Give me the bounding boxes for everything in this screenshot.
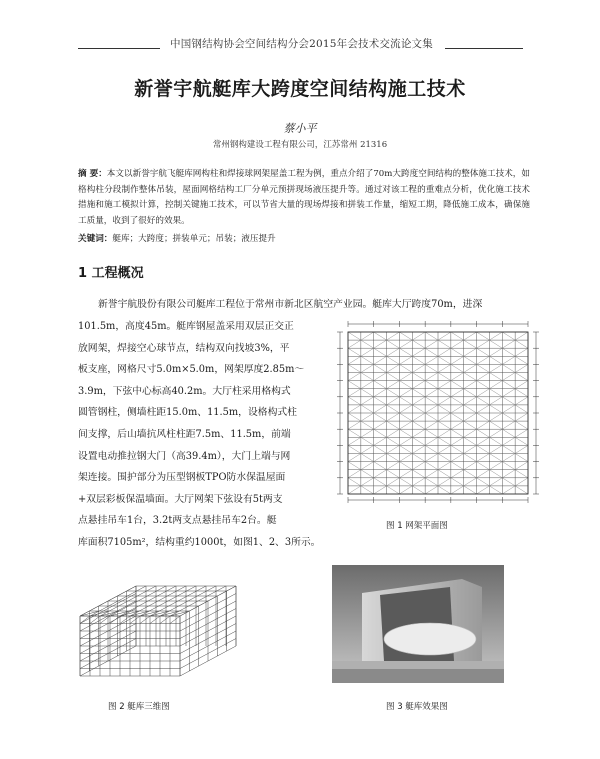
body-line: 圆管钢柱，侧墙柱距15.0m、11.5m，设格构式柱 <box>78 407 297 419</box>
hangar-3d-wireframe <box>70 566 250 678</box>
author-affiliation: 常州钢构建设工程有限公司，江苏常州 21316 <box>212 140 388 150</box>
header-rule-right <box>445 48 523 49</box>
figure-1-caption: 图 1 网架平面图 <box>386 521 448 531</box>
body-line: 库面积7105m²，结构重约1000t，如图1、2、3所示。 <box>78 537 321 548</box>
body-line: 点悬挂吊车1台，3.2t两支点悬挂吊车2台。艇 <box>78 515 277 527</box>
body-line: +双层彩板保温墙面。大厅网架下弦设有5t两支 <box>78 493 283 505</box>
figure-3 <box>332 565 504 683</box>
body-line: 3.9m，下弦中心标高40.2m。大厅柱采用格构式 <box>78 385 291 397</box>
keywords <box>78 232 530 244</box>
truss-plan-drawing <box>334 318 542 506</box>
body-line: 架连接。围护部分为压型钢板TPO防水保温屋面 <box>78 472 286 484</box>
figure-3-caption: 图 3 艇库效果图 <box>386 702 448 712</box>
paper-title: 新誉宇航艇库大跨度空间结构施工技术 <box>134 78 466 100</box>
figure-2-caption: 图 2 艇库三维图 <box>108 702 170 712</box>
figure-2 <box>70 566 250 678</box>
running-header: 中国钢结构协会空间结构分会2015年会技术交流论文集 <box>170 38 433 50</box>
header-rule-left <box>78 48 160 49</box>
section-heading: 1 工程概况 <box>78 266 144 281</box>
body-line: 板支座，网格尺寸5.0m×5.0m，网架厚度2.85m～ <box>78 364 305 376</box>
keywords-text: 艇库；大跨度；拼装单元；吊装；液压提升 <box>112 234 276 244</box>
abstract <box>78 167 530 229</box>
body-line: 间支撑，后山墙抗风柱柱距7.5m、11.5m，前端 <box>78 429 291 440</box>
body-line: 设置电动推拉钢大门（高39.4m），大门上端与网 <box>78 450 291 462</box>
figure-1 <box>334 318 542 506</box>
abstract-label: 摘 要： <box>78 169 107 179</box>
body-line: 101.5m，高度45m。艇库钢屋盖采用双层正交正 <box>78 321 294 332</box>
hangar-rendering-image <box>332 565 504 683</box>
keywords-label: 关键词： <box>78 234 113 244</box>
abstract-text: 本文以新誉宇航飞艇库网构柱和焊接球网架屋盖工程为例，重点介绍了70m大跨度空间结构的整体施工技术，如格构柱分段制作整体吊装，屋面网格结构工厂分单元预拼现场液压提升等。通过对该工程的重难点分析，优化施工技术措施和施工模拟计算，控制关键施工技术，可以节省大量的现场焊接和拼装工作量，缩短工期，降低施工成本，确保施工质量，收到了很好的效果。 <box>78 169 530 226</box>
author-name: 蔡小平 <box>283 122 317 135</box>
body-line-first: 新誉宇航股份有限公司艇库工程位于常州市新北区航空产业园。艇库大厅跨度70m，进深 <box>98 299 483 310</box>
body-line: 放网架，焊接空心球节点，结构双向找坡3%，平 <box>78 342 290 354</box>
